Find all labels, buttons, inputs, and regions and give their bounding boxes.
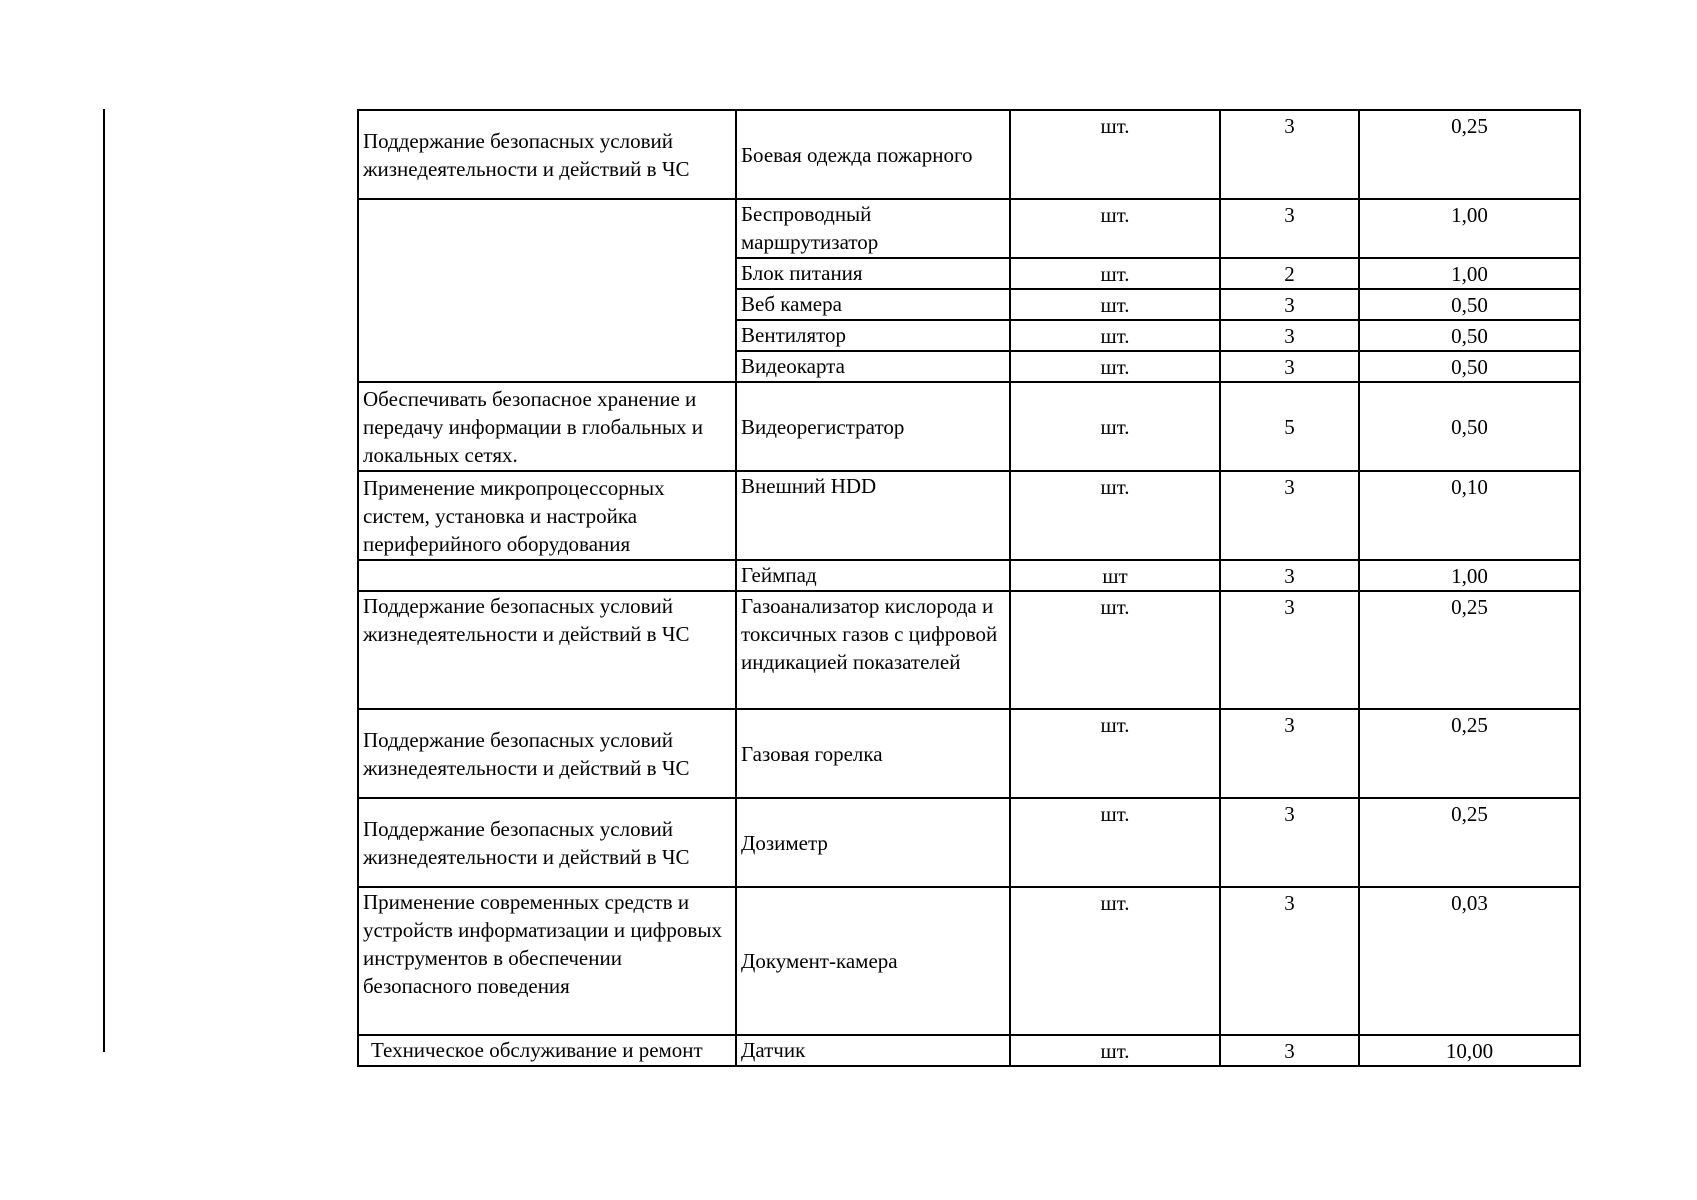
cell-unit: шт. bbox=[1010, 199, 1220, 258]
cell-item: Вентилятор bbox=[736, 320, 1010, 351]
cell-unit: шт. bbox=[1010, 110, 1220, 199]
table-row bbox=[358, 471, 1580, 560]
cell-price: 0,10 bbox=[1359, 471, 1580, 560]
cell-item: Боевая одежда пожарного bbox=[736, 110, 1010, 199]
equipment-table bbox=[357, 109, 1581, 1067]
cell-quantity: 3 bbox=[1220, 289, 1359, 320]
cell-unit: шт. bbox=[1010, 289, 1220, 320]
cell-quantity: 3 bbox=[1220, 320, 1359, 351]
table-row bbox=[358, 709, 1580, 798]
cell-price: 1,00 bbox=[1359, 560, 1580, 591]
cell-unit: шт. bbox=[1010, 709, 1220, 798]
table-row bbox=[358, 199, 1580, 258]
cell-quantity: 3 bbox=[1220, 798, 1359, 887]
cell-unit: шт. bbox=[1010, 351, 1220, 382]
cell-description: Применение микропроцессорных систем, установка и настройка периферийного оборудования bbox=[358, 471, 736, 560]
cell-quantity: 3 bbox=[1220, 887, 1359, 1035]
cell-description bbox=[358, 199, 736, 382]
cell-item: Веб камера bbox=[736, 289, 1010, 320]
cell-price: 0,03 bbox=[1359, 887, 1580, 1035]
cell-quantity: 3 bbox=[1220, 709, 1359, 798]
table-row bbox=[358, 798, 1580, 887]
table-row bbox=[358, 110, 1580, 199]
cell-unit: шт. bbox=[1010, 471, 1220, 560]
cell-item: Газоанализатор кислорода и токсичных газов с цифровой индикацией показателей bbox=[736, 591, 1010, 709]
cell-price: 0,50 bbox=[1359, 320, 1580, 351]
cell-description: Поддержание безопасных условий жизнедеятельности и действий в ЧС bbox=[358, 110, 736, 199]
table-row bbox=[358, 887, 1580, 1035]
left-margin-rule bbox=[103, 109, 105, 1052]
cell-unit: шт. bbox=[1010, 1035, 1220, 1066]
cell-unit: шт bbox=[1010, 560, 1220, 591]
cell-quantity: 3 bbox=[1220, 1035, 1359, 1066]
cell-unit: шт. bbox=[1010, 591, 1220, 709]
cell-price: 0,50 bbox=[1359, 382, 1580, 471]
cell-item: Внешний HDD bbox=[736, 471, 1010, 560]
cell-description: Применение современных средств и устройств информатизации и цифровых инструментов в обеспечении безопасного поведения bbox=[358, 887, 736, 1035]
cell-description: Техническое обслуживание и ремонт bbox=[358, 1035, 736, 1066]
cell-quantity: 3 bbox=[1220, 560, 1359, 591]
cell-unit: шт. bbox=[1010, 382, 1220, 471]
cell-price: 0,25 bbox=[1359, 110, 1580, 199]
cell-quantity: 2 bbox=[1220, 258, 1359, 289]
cell-item: Блок питания bbox=[736, 258, 1010, 289]
table-row bbox=[358, 591, 1580, 709]
cell-item: Газовая горелка bbox=[736, 709, 1010, 798]
cell-price: 0,50 bbox=[1359, 289, 1580, 320]
cell-description: Поддержание безопасных условий жизнедеятельности и действий в ЧС bbox=[358, 798, 736, 887]
cell-unit: шт. bbox=[1010, 258, 1220, 289]
cell-item: Видеорегистратор bbox=[736, 382, 1010, 471]
table-row bbox=[358, 560, 1580, 591]
cell-quantity: 3 bbox=[1220, 471, 1359, 560]
cell-quantity: 3 bbox=[1220, 110, 1359, 199]
cell-description bbox=[358, 560, 736, 591]
cell-quantity: 3 bbox=[1220, 351, 1359, 382]
cell-unit: шт. bbox=[1010, 320, 1220, 351]
cell-description: Поддержание безопасных условий жизнедеятельности и действий в ЧС bbox=[358, 709, 736, 798]
cell-item: Датчик bbox=[736, 1035, 1010, 1066]
cell-description: Обеспечивать безопасное хранение и передачу информации в глобальных и локальных сетях. bbox=[358, 382, 736, 471]
cell-unit: шт. bbox=[1010, 887, 1220, 1035]
cell-price: 0,50 bbox=[1359, 351, 1580, 382]
cell-item: Беспроводный маршрутизатор bbox=[736, 199, 1010, 258]
cell-item: Документ-камера bbox=[736, 887, 1010, 1035]
cell-item: Дозиметр bbox=[736, 798, 1010, 887]
cell-item: Видеокарта bbox=[736, 351, 1010, 382]
cell-item: Геймпад bbox=[736, 560, 1010, 591]
cell-price: 0,25 bbox=[1359, 709, 1580, 798]
cell-price: 0,25 bbox=[1359, 591, 1580, 709]
cell-price: 1,00 bbox=[1359, 258, 1580, 289]
cell-unit: шт. bbox=[1010, 798, 1220, 887]
table-row bbox=[358, 1035, 1580, 1066]
cell-description: Поддержание безопасных условий жизнедеятельности и действий в ЧС bbox=[358, 591, 736, 709]
table-row bbox=[358, 382, 1580, 471]
cell-price: 1,00 bbox=[1359, 199, 1580, 258]
cell-price: 10,00 bbox=[1359, 1035, 1580, 1066]
cell-quantity: 3 bbox=[1220, 591, 1359, 709]
cell-price: 0,25 bbox=[1359, 798, 1580, 887]
cell-quantity: 3 bbox=[1220, 199, 1359, 258]
cell-quantity: 5 bbox=[1220, 382, 1359, 471]
